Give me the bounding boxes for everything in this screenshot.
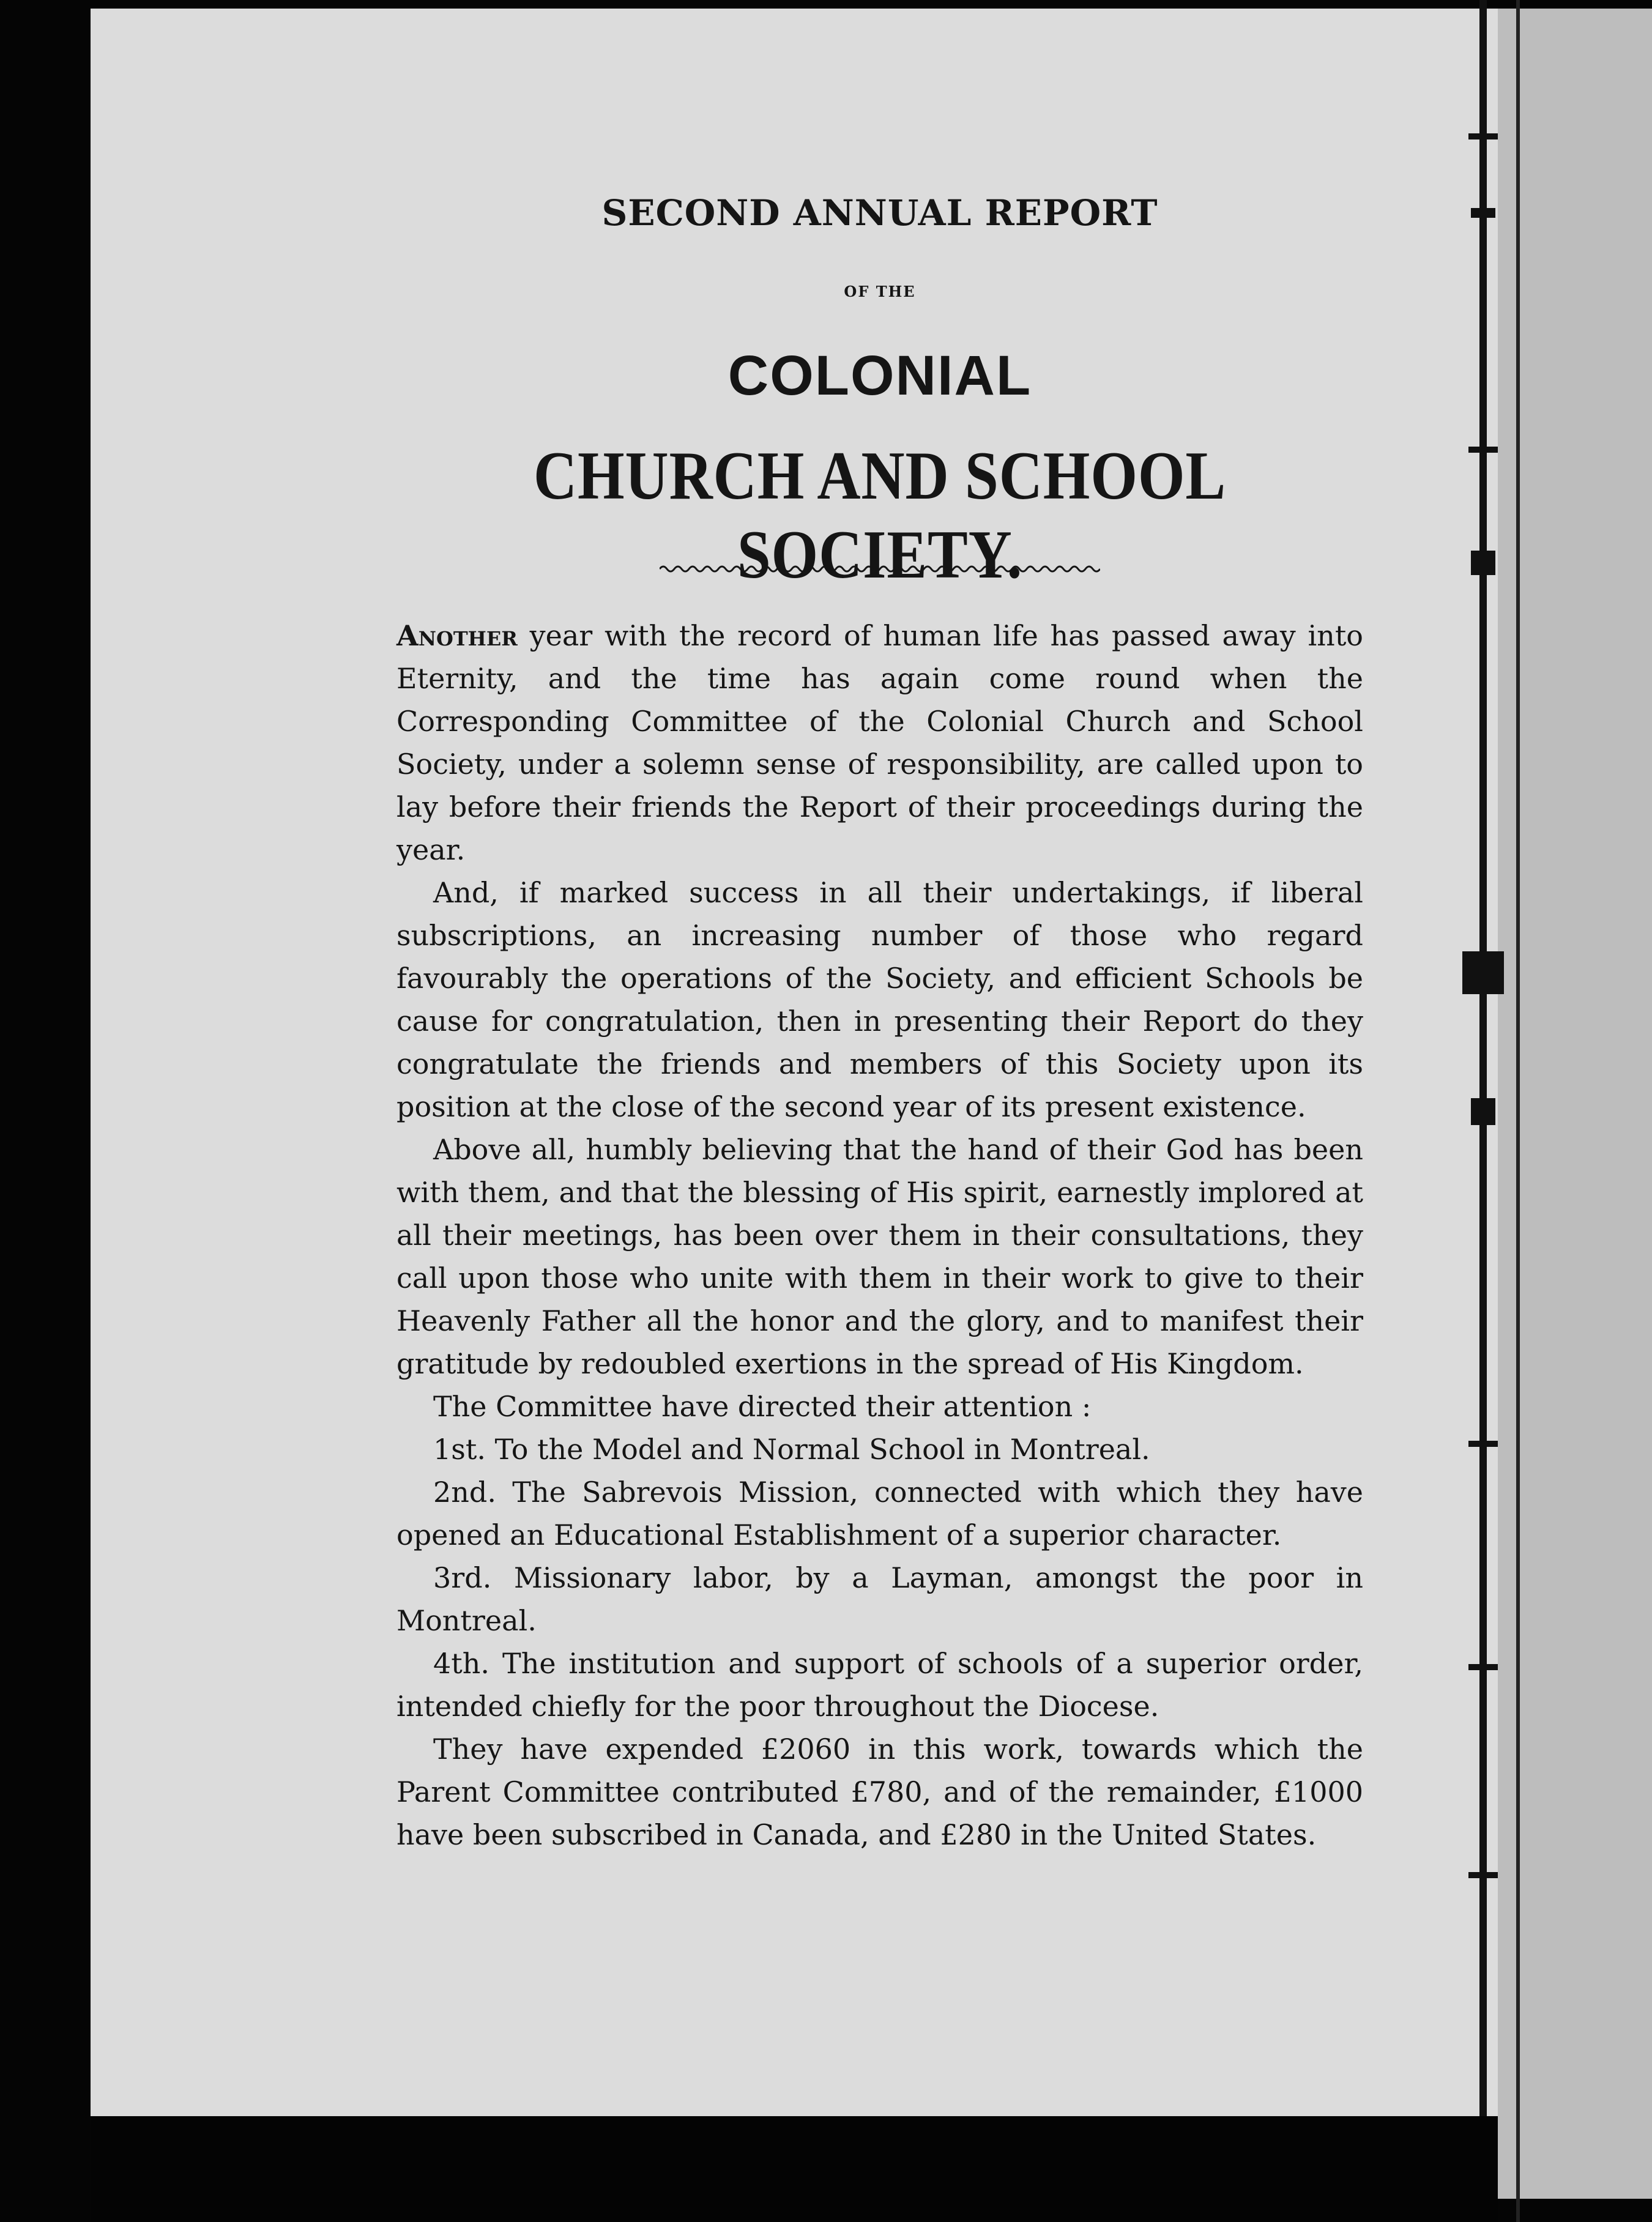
wavy-rule-ornament (660, 563, 1100, 575)
report-body (396, 614, 1363, 1856)
title-church-and-school-society: CHURCH AND SCHOOL SOCIETY. (533, 438, 1227, 593)
paragraph-4: The Committee have directed their attention : (433, 1390, 1092, 1423)
binding-clip (1468, 133, 1498, 139)
list-item-3: 3rd. Missionary labor, by a Layman, amongst the poor in Montreal. (396, 1561, 1363, 1637)
binding-clip (1468, 1664, 1498, 1670)
document-page (91, 9, 1498, 2116)
binding-clip (1468, 1872, 1498, 1878)
scan-edge-line (1516, 0, 1520, 2222)
binding-clip (1471, 1098, 1495, 1125)
paragraph-expenditure: They have expended £2060 in this work, towards which the Parent Committee contributed £780, and of the remainder, £1000 have been subscribed in Canada, and £280 in the United States. (396, 1733, 1363, 1851)
list-item-4: 4th. The institution and support of schools of a superior order, intended chiefly for the poor throughout the Diocese. (396, 1647, 1363, 1723)
binding-rod (1479, 0, 1487, 2190)
binding-clip (1462, 951, 1504, 994)
binding-clip (1471, 551, 1495, 575)
title-colonial: COLONIAL (727, 344, 1032, 407)
list-item-2: 2nd. The Sabrevois Mission, connected with which they have opened an Educational Establishment of a superior character. (396, 1476, 1363, 1551)
binding-clip (1468, 1441, 1498, 1447)
paragraph-3: Above all, humbly believing that the hand of their God has been with them, and that the blessing of His spirit, earnestly implored at all their meetings, has been over them in their consultations, they call upon those who unite with them in their work to give to their Heavenly Father all the honor and the glory, and to manifest their gratitude by redoubled exertions in the spread of His Kingdom. (396, 1133, 1363, 1380)
title-of-the: OF THE (844, 283, 916, 300)
facing-page-edge (1498, 9, 1652, 2199)
binding-clip (1468, 447, 1498, 453)
title-second-annual-report: SECOND ANNUAL REPORT (601, 192, 1158, 234)
binding-clip (1471, 208, 1495, 218)
paragraph-1-text: year with the record of human life has passed away into Eternity, and the time has again come round when the Corresponding Committee of the Colonial Church and School Society, under a solemn sense of responsibility, are called upon to lay before their friends the Report of their proceedings during the year. (396, 619, 1363, 866)
paragraph-1-lead: Another (396, 619, 518, 652)
list-item-1: 1st. To the Model and Normal School in Montreal. (433, 1433, 1150, 1466)
paragraph-1 (396, 614, 1363, 871)
scan-bottom-band (91, 2116, 1498, 2222)
paragraph-2: And, if marked success in all their undertakings, if liberal subscriptions, an increasing number of those who regard favourably the operations of the Society, and efficient Schools be cause for congratulation, then in presenting their Report do they congratulate the friends and members of this Society upon its position at the close of the second year of its present existence. (396, 876, 1363, 1123)
